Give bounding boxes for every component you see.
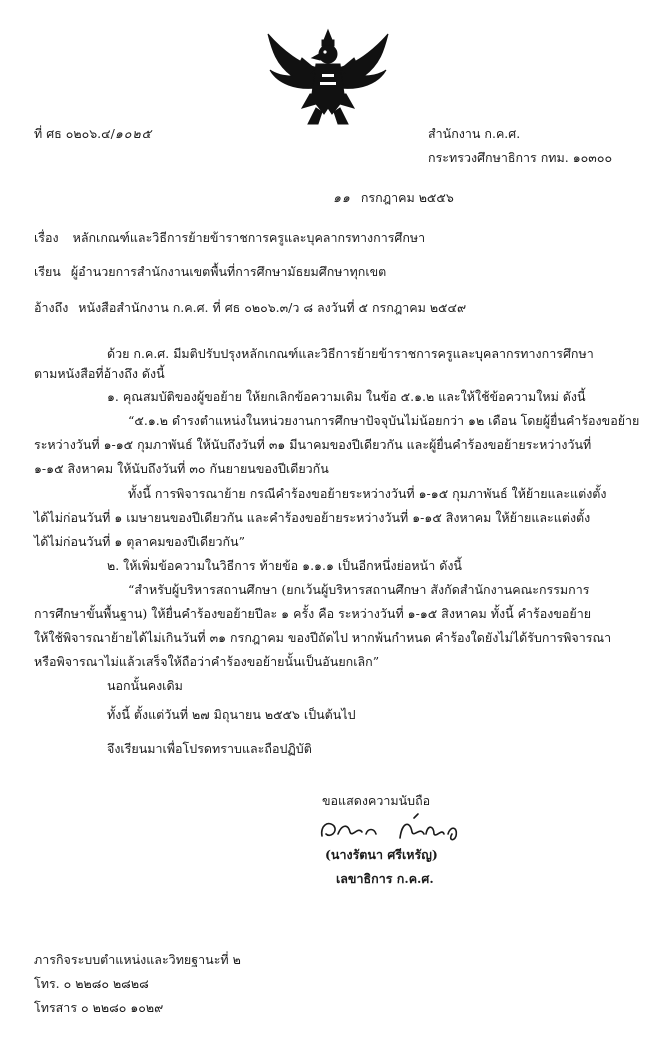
ref-number-handwritten: ๑๐๒๕ [114,126,153,141]
office-name: สำนักงาน ก.ค.ศ. [428,126,521,141]
to-label: เรียน [34,264,61,279]
footer-fax: โทรสาร ๐ ๒๒๘๐ ๑๐๒๙ [34,1000,164,1015]
signatory-position: เลขาธิการ ก.ค.ศ. [336,871,434,886]
quote-3-line-3: ให้ใช้พิจารณาย้ายได้ไม่เกินวันที่ ๓๑ กรกฎาคม ของปีถัดไป หากพ้นกำหนด คำร้องใดยังไม่ได้รับการพิจารณา [34,630,612,645]
to-text: ผู้อำนวยการสำนักงานเขตพื้นที่การศึกษามัธยมศึกษาทุกเขต [70,264,387,279]
garuda-emblem [262,28,394,128]
handwritten-signature [318,812,468,846]
quote-3-line-2: การศึกษาขั้นพื้นฐาน) ให้ยื่นคำร้องขอย้ายปีละ ๑ ครั้ง คือ ระหว่างวันที่ ๑-๑๕ สิงหาคม ทั้งนี้ คำร้องขอย้าย [34,606,592,621]
document-date [333,190,454,206]
signatory-name: (นางรัตนา ศรีเหรัญ) [325,847,438,862]
effective-date: ทั้งนี้ ตั้งแต่วันที่ ๒๗ มิถุนายน ๒๕๕๖ เป็นต้นไป [107,707,356,722]
subject-text: หลักเกณฑ์และวิธีการย้ายข้าราชการครูและบุคลากรทางการศึกษา [72,230,426,245]
reference-number [34,126,152,142]
reference-label: อ้างถึง [34,300,69,315]
quote-2-line-1: ทั้งนี้ การพิจารณาย้าย กรณีคำร้องขอย้ายระหว่างวันที่ ๑-๑๕ กุมภาพันธ์ ให้ย้ายและแต่งตั้ง [128,486,607,501]
quote-2-line-3: ได้ไม่ก่อนวันที่ ๑ ตุลาคมของปีเดียวกัน” [34,534,245,549]
date-day-handwritten: ๑๑ [333,190,351,205]
regards: ขอแสดงความนับถือ [322,793,431,808]
footer-unit: ภารกิจระบบตำแหน่งและวิทยฐานะที่ ๒ [34,952,241,967]
body-paragraph-1-line-1: ด้วย ก.ค.ศ. มีมติปรับปรุงหลักเกณฑ์และวิธีการย้ายข้าราชการครูและบุคลากรทางการศึกษา [107,346,594,361]
office-address: กระทรวงศึกษาธิการ กทม. ๑๐๓๐๐ [428,150,613,165]
quote-1-line-3: ๑-๑๕ สิงหาคม ให้นับถึงวันที่ ๓๐ กันยายนของปีเดียวกัน [34,461,329,476]
date-month-year: กรกฎาคม ๒๕๕๖ [360,190,454,205]
reference-line [34,300,466,316]
ref-number-text: ที่ ศธ ๐๒๐๖.๔/ [34,126,115,141]
body-paragraph-1-line-2: ตามหนังสือที่อ้างถึง ดังนี้ [34,366,165,381]
to-line [34,264,386,280]
closing-line: จึงเรียนมาเพื่อโปรดทราบและถือปฏิบัติ [107,741,312,756]
reference-text: หนังสือสำนักงาน ก.ค.ศ. ที่ ศธ ๐๒๐๖.๓/ว ๘ ลงวันที่ ๕ กรกฎาคม ๒๕๔๙ [78,300,467,315]
quote-3-line-1: “สำหรับผู้บริหารสถานศึกษา (ยกเว้นผู้บริหารสถานศึกษา สังกัดสำนักงานคณะกรรมการ [128,582,590,597]
subject-line [34,230,425,246]
subject-label: เรื่อง [34,230,59,245]
quote-3-line-4: หรือพิจารณาไม่แล้วเสร็จให้ถือว่าคำร้องขอย้ายนั้นเป็นอันยกเลิก” [34,654,380,669]
other-unchanged: นอกนั้นคงเดิม [107,678,183,693]
footer-tel: โทร. ๐ ๒๒๘๐ ๒๘๒๘ [34,976,149,991]
quote-2-line-2: ได้ไม่ก่อนวันที่ ๑ เมษายนของปีเดียวกัน และคำร้องขอย้ายระหว่างวันที่ ๑-๑๕ สิงหาคม ให้ย้ายและแต่งตั้ง [34,510,591,525]
quote-1-line-1: “๕.๑.๒ ดำรงตำแหน่งในหน่วยงานการศึกษาปัจจุบันไม่น้อยกว่า ๑๒ เดือน โดยผู้ยื่นคำร้องขอย้าย [128,413,640,428]
item-1: ๑. คุณสมบัติของผู้ขอย้าย ให้ยกเลิกข้อความเดิม ในข้อ ๕.๑.๒ และให้ใช้ข้อความใหม่ ดังนี้ [107,389,586,404]
quote-1-line-2: ระหว่างวันที่ ๑-๑๕ กุมภาพันธ์ ให้นับถึงวันที่ ๓๑ มีนาคมของปีเดียวกัน และผู้ยื่นคำร้องขอย้ายระหว่างวันที่ [34,437,592,452]
item-2: ๒. ให้เพิ่มข้อความในวิธีการ ท้ายข้อ ๑.๑.๑ เป็นอีกหนึ่งย่อหน้า ดังนี้ [107,558,462,573]
